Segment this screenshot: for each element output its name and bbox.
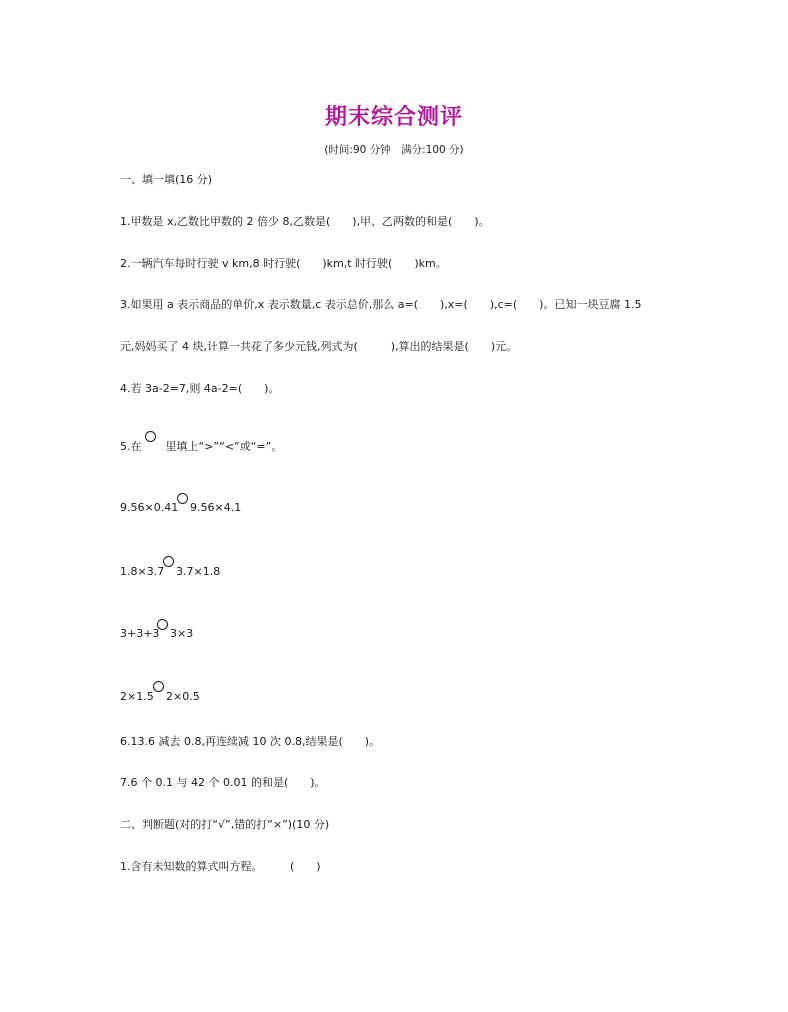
compare-row-2-left: 1.8×3.7 <box>120 565 165 578</box>
question-5-prefix: 5.在 <box>120 440 142 453</box>
question-6: 6.13.6 减去 0.8,再连续减 10 次 0.8,结果是( )。 <box>120 735 381 748</box>
compare-row-3-right: 3×3 <box>170 627 194 640</box>
section-heading-true-false: 二、判断题(对的打“√”,错的打“×”)(10 分) <box>120 818 330 831</box>
question-4: 4.若 3a-2=7,则 4a-2=( )。 <box>120 382 280 395</box>
compare-circle-icon[interactable] <box>177 493 188 504</box>
compare-circle-icon[interactable] <box>157 619 168 630</box>
compare-circle-icon[interactable] <box>163 556 174 567</box>
question-3-line-2: 元,妈妈买了 4 块,计算一共花了多少元钱,列式为( ),算出的结果是( )元。 <box>120 340 518 353</box>
section-heading-fill-in: 一、填一填(16 分) <box>120 173 213 186</box>
page-title: 期末综合测评 <box>324 105 463 130</box>
compare-row-1-right: 9.56×4.1 <box>190 501 242 514</box>
compare-row-3-left: 3+3+3 <box>120 627 160 640</box>
question-3-line-1: 3.如果用 a 表示商品的单价,x 表示数量,c 表示总价,那么 a=( ),x=( ),c=( )。已知一块豆腐 1.5 <box>120 298 642 311</box>
compare-circle-icon[interactable] <box>153 681 164 692</box>
question-1: 1.甲数是 x,乙数比甲数的 2 倍少 8,乙数是( ),甲、乙两数的和是( )。 <box>120 215 490 228</box>
question-7: 7.6 个 0.1 与 42 个 0.01 的和是( )。 <box>120 776 326 789</box>
compare-circle-icon <box>145 431 156 442</box>
compare-row-4-left: 2×1.5 <box>120 690 154 703</box>
exam-info: (时间:90 分钟 满分:100 分) <box>324 144 464 156</box>
compare-row-1-left: 9.56×0.41 <box>120 501 179 514</box>
question-5 <box>120 440 282 454</box>
judge-question-1: 1.含有未知数的算式叫方程。 ( ) <box>120 860 321 873</box>
question-5-suffix: 里填上“>”“<”或“=”。 <box>165 440 283 453</box>
compare-row-4-right: 2×0.5 <box>166 690 200 703</box>
question-2: 2.一辆汽车每时行驶 v km,8 时行驶( )km,t 时行驶( )km。 <box>120 257 447 270</box>
compare-row-2-right: 3.7×1.8 <box>176 565 221 578</box>
